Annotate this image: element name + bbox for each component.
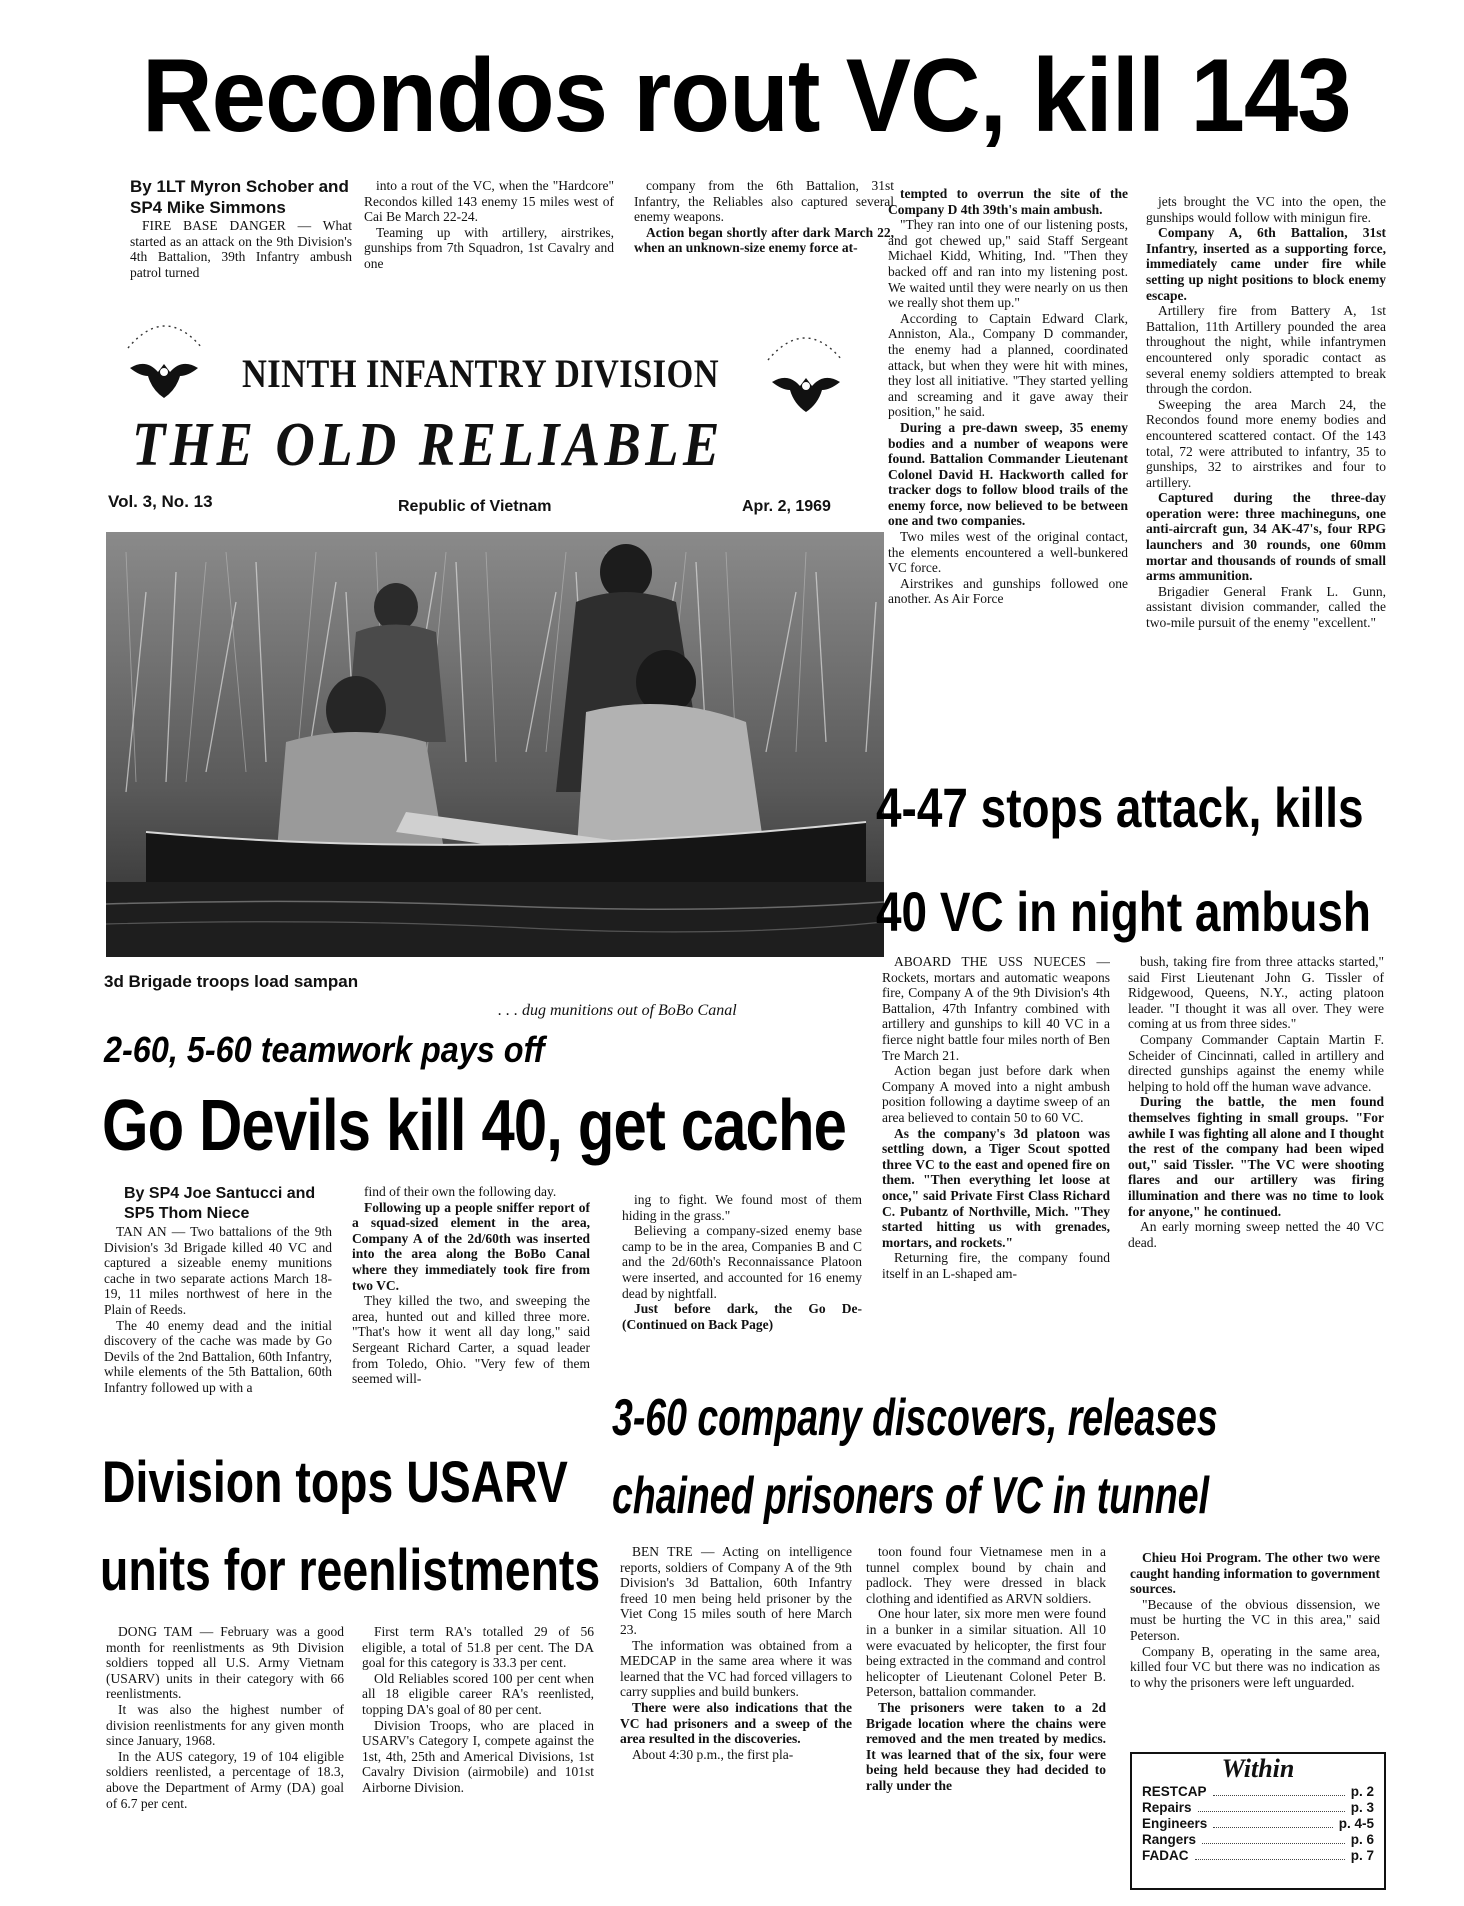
within-list [1132, 1784, 1384, 1864]
main-headline: Recondos rout VC, kill 143 [142, 38, 1351, 154]
story1-col-5 [1146, 194, 1386, 714]
story1-col-3 [634, 178, 894, 282]
paragraph: They killed the two, and sweeping the area, hunted out and killed three more. "That's how it went all day long," said Sergeant Richard Carter, a squad leader from Toledo, Ohio. "Very few of them seemed will- [352, 1293, 590, 1387]
within-item-page: p. 6 [1350, 1832, 1374, 1847]
publication-date: Apr. 2, 1969 [742, 498, 831, 515]
paragraph: TAN AN — Two battalions of the 9th Division's 3d Brigade killed 40 VC and captured a sizeable enemy munitions cache in two separate actions March 18-19, 11 miles northwest of here in the Plain of Reeds. [104, 1224, 332, 1317]
paragraph: find of their own the following day. [364, 1184, 557, 1199]
paragraph: ABOARD THE USS NUECES — Rockets, mortars and automatic weapons fire, Company A of the 9th Division's 4th Battalion, 47th Infantry combined with artillery and gunships to kill 40 VC in a fierce night battle four miles north of Ben Tre March 21. [882, 954, 1110, 1063]
masthead-paper-name: THE OLD RELIABLE [132, 411, 724, 479]
paragraph: tempted to overrun the site of the Company D 4th 39th's main ambush. [888, 186, 1128, 217]
story1-col-4 [888, 186, 1128, 706]
paragraph: The information was obtained from a MEDCAP in the same area where it was learned that the VC had forced villagers to carry supplies and build bunkers. [620, 1637, 852, 1700]
paragraph: Just before dark, the Go De- (Continued on Back Page) [622, 1301, 862, 1332]
within-item-page: p. 4-5 [1338, 1816, 1374, 1831]
paragraph: About 4:30 p.m., the first pla- [632, 1746, 794, 1762]
story2-col-3 [622, 1192, 862, 1372]
paragraph: As the company's 3d platoon was settling down, a Tiger Scout spotted three VC to the east and opened fire on them. "Then everything let loose at once," said Private First Class Richard C. Pubantz of Northville, Mich. "They started hitting us with grenades, mortars, and rockets." [882, 1125, 1110, 1250]
within-item [1132, 1832, 1384, 1848]
paragraph: Two miles west of the original contact, the elements encountered a well-bunkered VC force. [888, 529, 1128, 576]
story5-col-2 [866, 1544, 1106, 1890]
paragraph: BEN TRE — Acting on intelligence reports, soldiers of Company A of the 9th Division's 3d Battalion, 60th Infantry freed 10 men being held prisoner by the Viet Cong 15 miles south of here March 23. [620, 1544, 852, 1637]
story2-headline: Go Devils kill 40, get cache [102, 1086, 847, 1166]
within-item-label: RESTCAP [1142, 1784, 1207, 1799]
paragraph: Brigadier General Frank L. Gunn, assistant division commander, called the two-mile pursuit of the enemy "excellent." [1146, 583, 1386, 631]
dot-leader [1213, 1784, 1345, 1796]
paragraph: First term RA's totalled 29 of 56 eligible, a total of 51.8 per cent. The DA goal for this category is 33.3 per cent. [362, 1624, 594, 1671]
story3-headline-line1: 4-47 stops attack, kills [876, 776, 1364, 839]
paragraph: bush, taking fire from three attacks started," said First Lieutenant John G. Tissler of Ridgewood, Queens, N.Y., acting platoon leader. "I thought it was all over. They were coming at us from three sides." [1128, 954, 1384, 1032]
masthead-division-name: NINTH INFANTRY DIVISION [242, 351, 719, 396]
eagle-emblem-left-icon [128, 350, 200, 402]
paragraph: The prisoners were taken to a 2d Brigade location where the chains were removed and the men treated by medics. It was learned that of the six, four were being held because they had decided to rally under the [866, 1699, 1106, 1793]
story2-kicker: 2-60, 5-60 teamwork pays off [104, 1029, 545, 1070]
paragraph: During the battle, the men found themselves fighting in small groups. "For awhile I was fighting all alone and I thought the rest of the company had been wiped out," said Tissler. "The VC were shooting flares and our artillery was firing illumination and there was no time to look for anyone," he continued. [1128, 1094, 1384, 1219]
paragraph: Returning fire, the company found itself in an L-shaped am- [882, 1250, 1110, 1281]
paragraph: Company A, 6th Battalion, 31st Infantry, inserted as a supporting force, immediately came under fire while setting up night positions to block enemy escape. [1146, 225, 1386, 303]
story2-col-1 [104, 1224, 332, 1424]
eagle-emblem-right-icon [770, 364, 842, 416]
paragraph: Chieu Hoi Program. The other two were caught handing information to government sources. [1130, 1550, 1380, 1597]
paragraph: toon found four Vietnamese men in a tunnel complex bound by chain and padlock. They were dressed in black clothing and identified as ARVN soldiers. [866, 1544, 1106, 1606]
story3-headline-line2: 40 VC in night ambush [876, 880, 1371, 943]
paragraph: In the AUS category, 19 of 104 eligible soldiers reenlisted, a percentage of 18.3, above the Department of Army (DA) goal of 6.7 per cent. [106, 1748, 344, 1811]
paragraph: Artillery fire from Battery A, 1st Battalion, 11th Artillery pounded the area throughout the night, while infantrymen encountered only sporadic contact as several enemy soldiers attempted to break through the cordon. [1146, 303, 1386, 397]
paragraph: Action began just before dark when Company A moved into a night ambush position following a daytime sweep of an area believed to contain 50 to 60 VC. [882, 1063, 1110, 1125]
paragraph: Action began shortly after dark March 22, when an unknown-size enemy force at- [634, 224, 894, 256]
dot-leader [1213, 1816, 1332, 1828]
paragraph: Captured during the three-day operation were: three machineguns, one anti-aircraft gun, 34 AK-47's, four RPG launchers and 30 rounds, one 60mm mortar and thousands of rounds of small arms ammunition. [1146, 490, 1386, 584]
within-index-box [1130, 1752, 1386, 1890]
within-title: Within [1221, 1754, 1295, 1783]
paragraph: Old Reliables scored 100 per cent when all 18 eligible career RA's reenlisted, topping DA's goal of 80 per cent. [362, 1670, 594, 1717]
paragraph: DONG TAM — February was a good month for reenlistments as 9th Division soldiers topped all U.S. Army Vietnam (USARV) units in their category with 66 reenlistments. [106, 1624, 344, 1702]
photo-subcaption: . . . dug munitions out of BoBo Canal [498, 1002, 737, 1019]
story3-col-1 [882, 954, 1110, 1364]
paragraph: Sweeping the area March 24, the Recondos found more enemy bodies and encountered scattered contact. Of the 143 total, 72 were attributed to infantry, 35 to gunships, 32 to airstrikes and four to artillery. [1146, 396, 1386, 490]
story2-byline: By SP4 Joe Santucci and SP5 Thom Niece [124, 1185, 316, 1222]
story1-col-2 [364, 178, 614, 282]
story5-col-1 [620, 1544, 852, 1890]
paragraph: One hour later, six more men were found in a bunker in a similar situation. All 10 were evacuated by helicopter, the first four being extracted in the command and control helicopter of Lieutenant Colonel Peter B. Peterson, battalion commander. [866, 1606, 1106, 1700]
within-item-label: Repairs [1142, 1800, 1192, 1815]
paragraph: It was also the highest number of division reenlistments for any given month since January, 1968. [106, 1701, 344, 1749]
story5-headline-line2: chained prisoners of VC in tunnel [612, 1467, 1210, 1525]
story1-col-1 [130, 218, 352, 282]
paragraph: company from the 6th Battalion, 31st Infantry, the Reliables also captured several enemy weapons. [634, 178, 894, 225]
photo-caption: 3d Brigade troops load sampan [104, 972, 359, 991]
paragraph: "They ran into one of our listening posts, and got chewed up," said Staff Sergeant Michael Kidd, Whiting, Ind. "Then they backed off and ran into my listening post. We waited until they were nearly on us then we really shot them up." [888, 217, 1128, 311]
story5-headline-line1: 3-60 company discovers, releases [612, 1389, 1218, 1447]
within-item [1132, 1800, 1384, 1816]
paragraph: into a rout of the VC, when the "Hardcore" Recondos killed 143 enemy 15 miles west of Cai Be March 22-24. [364, 178, 614, 225]
paragraph: An early morning sweep netted the 40 VC dead. [1128, 1219, 1384, 1250]
paragraph: There were also indications that the VC had prisoners and a sweep of the area resulted in the discoveries. [620, 1699, 852, 1747]
within-item-label: Engineers [1142, 1816, 1208, 1831]
paragraph: The 40 enemy dead and the initial discovery of the cache was made by Go Devils of the 2nd Battalion, 60th Infantry, while elements of the 5th Battalion, 60th Infantry followed up with a [104, 1317, 332, 1395]
dot-leader [1198, 1800, 1345, 1812]
story2-col-2 [352, 1184, 590, 1424]
within-item [1132, 1848, 1384, 1864]
paragraph: jets brought the VC into the open, the gunships would follow with minigun fire. [1146, 194, 1386, 225]
photo-troops-sampan [106, 532, 884, 957]
dot-leader [1195, 1848, 1345, 1860]
paragraph: Company Commander Captain Martin F. Scheider of Cincinnati, called in artillery and directed gunships against the enemy while helping to hold off the human wave advance. [1128, 1031, 1384, 1094]
publication-location: Republic of Vietnam [398, 498, 552, 515]
paragraph: Believing a company-sized enemy base camp to be in the area, Companies B and C and the 2d/60th's Reconnaissance Platoon were inserted, and accounted for 16 enemy dead by nightfall. [622, 1223, 862, 1301]
paragraph: Teaming up with artillery, airstrikes, gunships from 7th Squadron, 1st Cavalry and one [364, 224, 614, 271]
story1-byline: By 1LT Myron Schober and SP4 Mike Simmons [130, 177, 349, 217]
within-item [1132, 1816, 1384, 1832]
within-item-page: p. 3 [1350, 1800, 1374, 1815]
story4-headline-line2: units for reenlistments [100, 1538, 601, 1603]
volume-number: Vol. 3, No. 13 [108, 492, 213, 511]
within-item [1132, 1784, 1384, 1800]
paragraph: According to Captain Edward Clark, Anniston, Ala., Company D commander, the enemy had a planned, coordinated attack, but when they were hit with mines, they lost all initiative. "They started yelling and screaming and it gave away their position," he said. [888, 310, 1128, 420]
story4-col-1 [106, 1624, 344, 1894]
shoulder-patch-arc-left-icon [122, 310, 208, 350]
paragraph: FIRE BASE DANGER — What started as an attack on the 9th Division's 4th Battalion, 39th Infantry ambush patrol turned [130, 218, 352, 280]
dot-leader [1202, 1832, 1345, 1844]
within-item-page: p. 2 [1350, 1784, 1374, 1799]
paragraph: "Because of the obvious dissension, we must be hurting the VC in this area," said Peterson. [1130, 1596, 1380, 1643]
story5-col-3 [1130, 1550, 1380, 1750]
paragraph: Division Troops, who are placed in USARV's Category I, compete against the 1st, 4th, 25th and Americal Divisions, 1st Cavalry Division (airmobile) and 101st Airborne Division. [362, 1717, 594, 1795]
front-photo [106, 532, 884, 957]
within-item-label: Rangers [1142, 1832, 1197, 1847]
paragraph: Airstrikes and gunships followed one another. As Air Force [888, 575, 1128, 607]
story4-col-2 [362, 1624, 594, 1894]
paragraph: Following up a people sniffer report of a squad-sized element in the area, Company A of the 2d/60th was inserted into the area along the BoBo Canal where they immediately took fire from two VC. [352, 1199, 590, 1293]
story4-headline-line1: Division tops USARV [102, 1450, 568, 1515]
paragraph: During a pre-dawn sweep, 35 enemy bodies and a number of weapons were found. Battalion Commander Lieutenant Colonel David H. Hackworth called for tracker dogs to follow blood trails of the enemy force, now believed to be between one and two companies. [888, 419, 1128, 529]
paragraph: ing to fight. We found most of them hiding in the grass." [622, 1192, 862, 1223]
paragraph: Company B, operating in the same area, killed four VC but there was no indication as to why the prisoners were left unguarded. [1130, 1643, 1380, 1690]
shoulder-patch-arc-right-icon [762, 322, 848, 362]
within-item-label: FADAC [1142, 1848, 1189, 1863]
story3-col-2 [1128, 954, 1384, 1364]
within-item-page: p. 7 [1350, 1848, 1374, 1863]
